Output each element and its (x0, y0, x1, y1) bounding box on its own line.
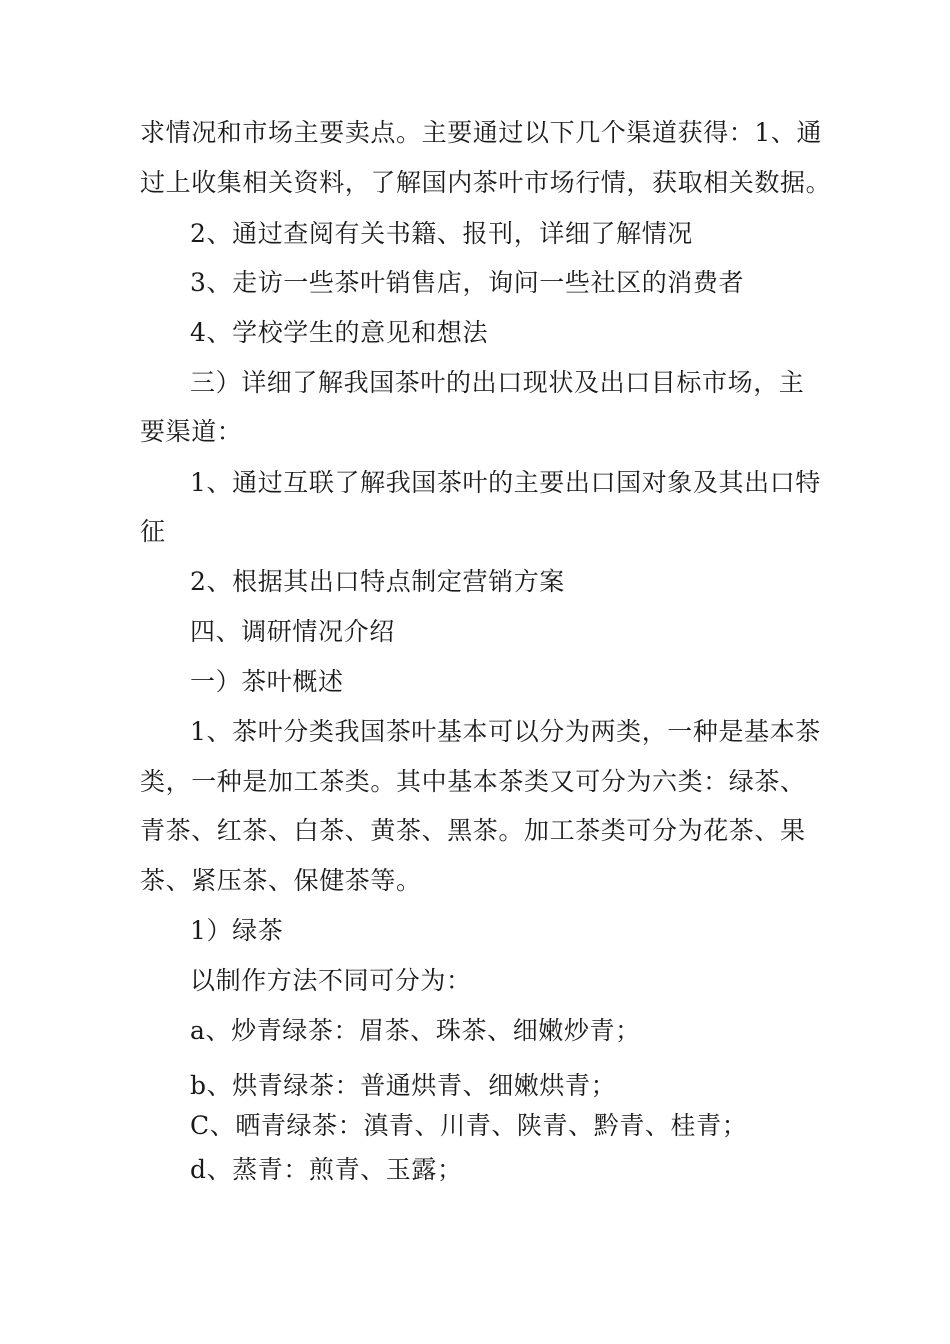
subsection-heading: 一）茶叶概述 (190, 667, 344, 696)
paragraph-line: 类，一种是加工茶类。其中基本茶类又可分为六类：绿茶、 (140, 767, 806, 796)
paragraph-line: 以制作方法不同可分为： (190, 966, 472, 995)
section-heading: 四、调研情况介绍 (190, 617, 395, 646)
list-item: b、烘青绿茶：普通烘青、细嫩烘青； (190, 1071, 617, 1100)
paragraph-line: 茶、紧压茶、保健茶等。 (140, 866, 422, 895)
paragraph-line: 1、茶叶分类我国茶叶基本可以分为两类，一种是基本茶 (190, 717, 821, 746)
list-item: 3、走访一些茶叶销售店，询问一些社区的消费者 (190, 268, 745, 297)
list-item: 1、通过互联了解我国茶叶的主要出口国对象及其出口特 (190, 468, 821, 497)
paragraph-line: 过上收集相关资料，了解国内茶叶市场行情，获取相关数据。 (140, 168, 832, 197)
list-item: 2、通过查阅有关书籍、报刊，详细了解情况 (190, 219, 693, 248)
paragraph-line: 要渠道： (140, 417, 243, 446)
list-item: C、晒青绿茶：滇青、川青、陕青、黔青、桂青； (190, 1111, 748, 1140)
paragraph-line: 征 (140, 517, 166, 546)
list-item: d、蒸青：煎青、玉露； (190, 1155, 463, 1184)
paragraph-line: 青茶、红茶、白茶、黄茶、黑茶。加工茶类可分为花茶、果 (140, 816, 806, 845)
list-item: 2、根据其出口特点制定营销方案 (190, 567, 565, 596)
list-item: a、炒青绿茶：眉茶、珠茶、细嫩炒青； (190, 1016, 641, 1045)
paragraph-line: 求情况和市场主要卖点。主要通过以下几个渠道获得：1、通 (140, 118, 823, 147)
list-item: 4、学校学生的意见和想法 (190, 318, 489, 347)
section-heading: 三）详细了解我国茶叶的出口现状及出口目标市场，主 (190, 368, 805, 397)
subsection-heading: 1）绿茶 (190, 916, 284, 945)
